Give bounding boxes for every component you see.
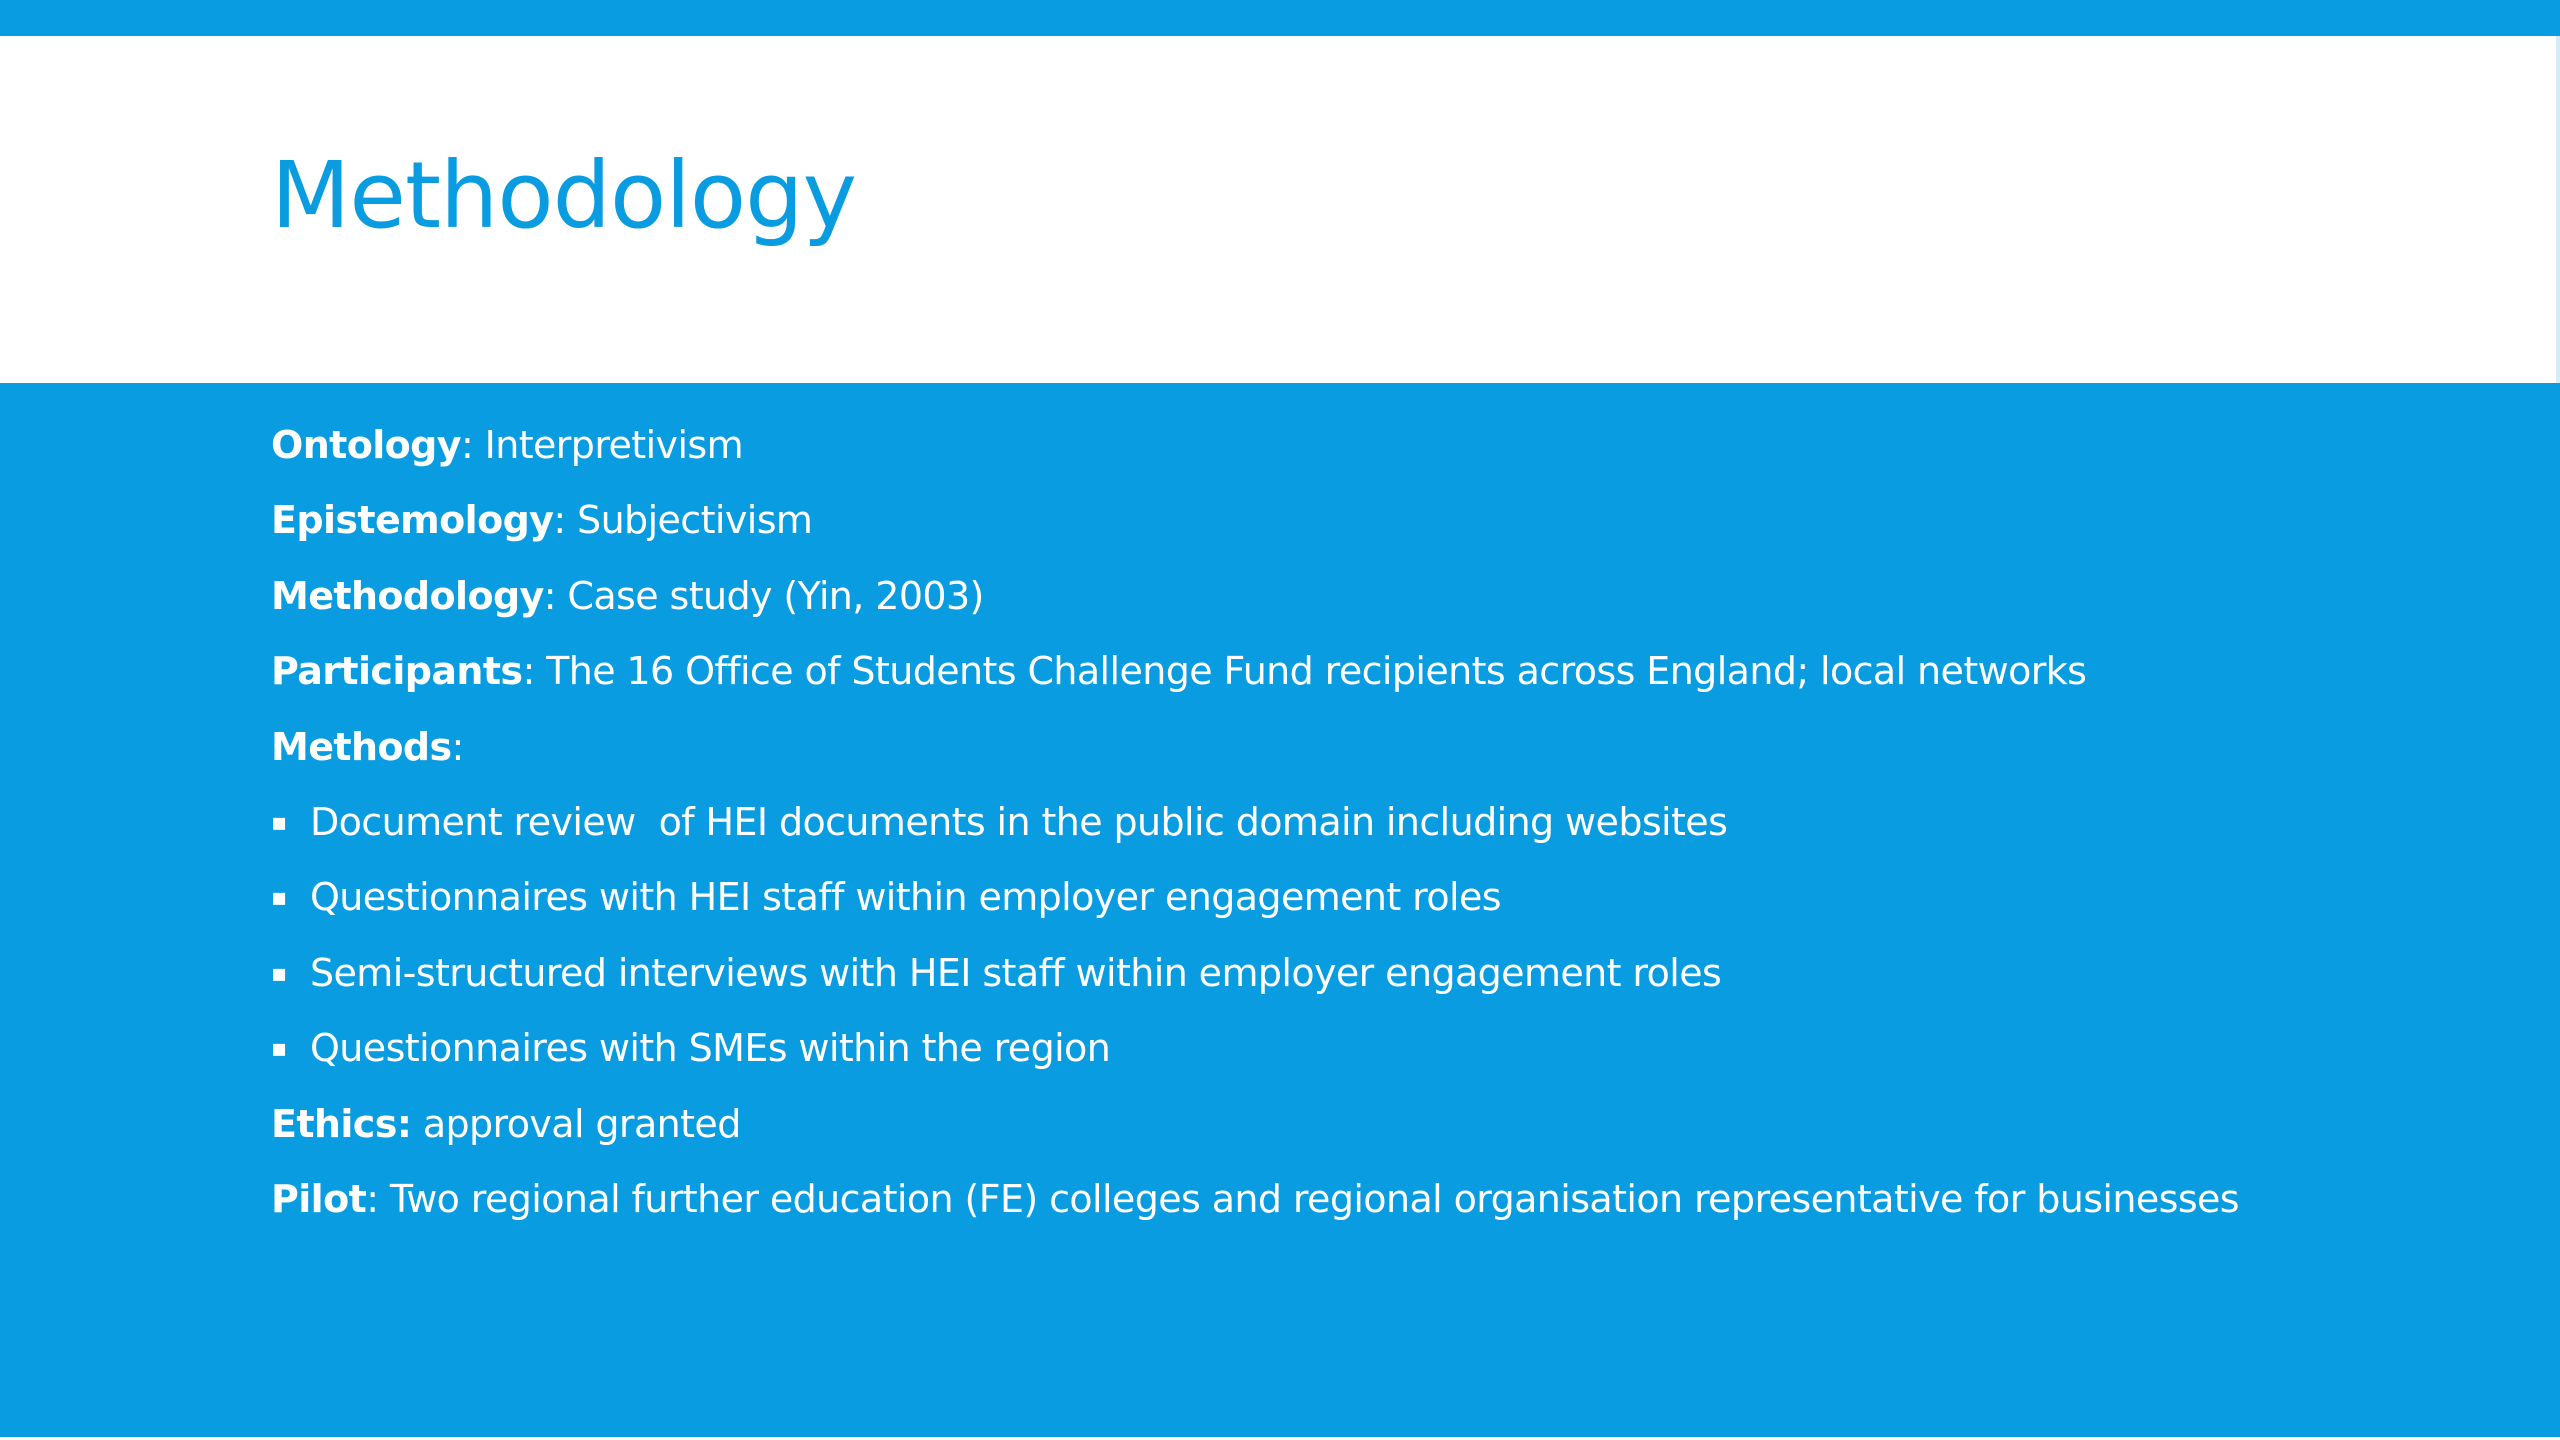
definition-pilot: Two regional further education (FE) colleges and regional organisation representative for businesses (378, 1176, 2239, 1221)
separator: : (543, 573, 556, 618)
separator: : (553, 498, 566, 543)
term-ontology: Ontology (271, 423, 461, 467)
separator: : (451, 724, 464, 769)
term-pilot: Pilot (271, 1176, 367, 1221)
term-epistemology: Epistemology (271, 498, 554, 543)
definition-ethics: approval granted (411, 1101, 741, 1146)
definition-participants: The 16 Office of Students Challenge Fund recipients across England; local networks (534, 649, 2087, 694)
content-line-pilot (271, 1172, 2511, 1247)
content-line-ethics (271, 1097, 2511, 1172)
bullet-item (271, 870, 2511, 945)
definition-ontology: Interpretivism (473, 423, 744, 467)
term-ethics: Ethics: (271, 1101, 412, 1146)
content-line-methods (271, 720, 2511, 795)
bullet-text: Questionnaires with HEI staff within employer engagement roles (310, 875, 1501, 920)
separator: : (366, 1176, 379, 1221)
content-line-methodology (271, 569, 2511, 644)
bullet-text: Questionnaires with SMEs within the region (310, 1026, 1111, 1071)
separator: : (522, 649, 535, 694)
bullet-item (271, 795, 2511, 870)
content-line-ontology (271, 418, 2511, 493)
bullet-icon: ▪ (271, 883, 287, 912)
term-methodology: Methodology (271, 573, 544, 618)
bullet-icon: ▪ (271, 958, 287, 987)
bullet-item (271, 1021, 2511, 1096)
content-line-epistemology (271, 493, 2511, 568)
content-line-participants (271, 644, 2511, 719)
bullet-text: Semi-structured interviews with HEI staff within employer engagement roles (310, 950, 1722, 995)
slide-content (271, 418, 2511, 1247)
term-methods: Methods (271, 724, 452, 769)
bullet-icon: ▪ (271, 1034, 287, 1063)
definition-methodology: Case study (Yin, 2003) (555, 573, 984, 618)
separator: : (460, 423, 474, 467)
term-participants: Participants (271, 649, 523, 694)
top-accent-band (0, 0, 2560, 36)
definition-epistemology: Subjectivism (565, 498, 813, 543)
bullet-icon: ▪ (271, 807, 287, 836)
slide-title: Methodology (271, 142, 857, 249)
bullet-text: Document review of HEI documents in the public domain including websites (310, 799, 1728, 844)
bullet-item (271, 946, 2511, 1021)
